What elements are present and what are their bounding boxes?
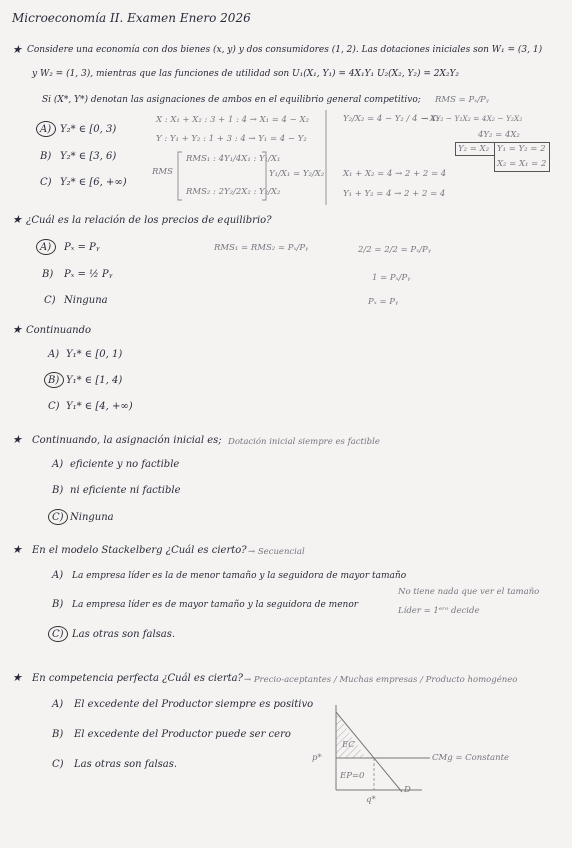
q5-option-b-text: La empresa líder es de mayor tamaño y la seguidora de menor <box>72 600 359 610</box>
q3-option-b-text: Y₁* ∈ [1, 4) <box>66 375 123 386</box>
q3-option-c-letter: C) <box>48 401 60 412</box>
q4-bullet: ★ <box>12 433 22 446</box>
q3-option-a-text: Y₁* ∈ [0, 1) <box>66 349 123 360</box>
q6-q-label: q* <box>366 795 376 805</box>
exam-header: Microeconomía II. Examen Enero 2026 <box>12 11 251 25</box>
q4-option-b-letter: B) <box>52 485 64 496</box>
q5-option-b-letter: B) <box>52 599 64 610</box>
q1-option-a-letter: A) <box>40 124 52 135</box>
q1-option-a-text: Y₂* ∈ [0, 3) <box>60 124 117 135</box>
q3-bullet: ★ <box>12 323 22 336</box>
q1-option-b-letter: B) <box>40 151 52 162</box>
q6-ec-label: EC <box>342 740 355 750</box>
q6-note: → Precio-aceptantes / Muchas empresas / Producto homogéneo <box>244 675 518 685</box>
q3-option-c-text: Y₁* ∈ [4, +∞) <box>66 401 133 412</box>
q6-question: En competencia perfecta ¿Cuál es cierta? <box>32 673 243 684</box>
q1-work-check-y: Y₁ + Y₂ = 4 → 2 + 2 = 4 <box>343 189 446 199</box>
q6-option-b-letter: B) <box>52 729 64 740</box>
q5-option-c-text: Las otras son falsas. <box>72 629 176 640</box>
q4-option-a-text: eficiente y no factible <box>70 459 180 470</box>
q1-work-y: Y : Y₁ + Y₂ : 1 + 3 : 4 → Y₁ = 4 − Y₂ <box>156 134 307 144</box>
q2-work-one: 1 = Pₓ/Pᵧ <box>372 273 411 283</box>
q1-line2: y W₂ = (1, 3), mientras que las funciones de utilidad son U₁(X₁, Y₁) = 4X₁Y₁ U₂(X₂, Y₂) = 2X₂Y₂ <box>32 69 460 79</box>
q1-option-c-letter: C) <box>40 177 52 188</box>
q2-option-b-text: Pₓ = ½ Pᵧ <box>64 269 113 280</box>
q1-work-bracket-right <box>262 152 266 200</box>
q3-option-a-letter: A) <box>48 349 60 360</box>
q5-note: → Secuencial <box>248 547 305 557</box>
q5-bullet: ★ <box>12 543 22 556</box>
q1-solution-x: X₂ = X₁ = 2 <box>497 159 547 169</box>
q4-question: Continuando, la asignación inicial es; <box>32 435 222 446</box>
q1-option-b-text: Y₂* ∈ [3, 6) <box>60 151 117 162</box>
q4-note: Dotación inicial siempre es factible <box>228 437 380 447</box>
q6-option-a-letter: A) <box>52 699 64 710</box>
q1-work-x: X : X₁ + X₂ : 3 + 1 : 4 → X₁ = 4 − X₂ <box>156 115 309 125</box>
q2-option-a-text: Pₓ = Pᵧ <box>64 242 100 253</box>
q1-work-bracket-left <box>178 152 182 200</box>
q1-work-frac-eq: Y₂/X₂ = 4 − Y₂ / 4 − X₂ <box>343 114 440 124</box>
q5-option-a-letter: A) <box>52 570 64 581</box>
q1-line1: Considere una economía con dos bienes (x, y) y dos consumidores (1, 2). Las dotaciones iniciales son W₁ = (3, 1) <box>27 45 543 55</box>
q4-option-c-text: Ninguna <box>70 512 114 523</box>
q6-option-b-text: El excedente del Productor puede ser cero <box>74 729 291 740</box>
q2-option-a-letter: A) <box>40 242 52 253</box>
q5-option-c-letter: C) <box>52 629 64 640</box>
q5-side-note-2: Líder = 1ᵉʳᵒ decide <box>398 606 480 616</box>
q5-side-note-1: No tiene nada que ver el tamaño <box>398 587 540 597</box>
q2-question: ¿Cuál es la relación de los precios de equilibrio? <box>26 215 272 226</box>
q1-work-cross: → 4Y₂ − Y₂X₂ = 4X₂ − Y₂X₂ <box>422 114 523 123</box>
q1-work-rms1: RMS₁ : 4Y₁/4X₁ : Y₁/X₁ <box>186 154 281 164</box>
q6-cmg-label: CMg = Constante <box>432 753 510 763</box>
q4-option-c-letter: C) <box>52 512 64 523</box>
q6-bullet: ★ <box>12 671 22 684</box>
q5-option-a-text: La empresa líder es la de menor tamaño y la seguidora de mayor tamaño <box>72 571 407 581</box>
q1-work-rms2: RMS₂ : 2Y₂/2X₂ : Y₂/X₂ <box>186 187 281 197</box>
q6-option-c-text: Las otras son falsas. <box>74 759 178 770</box>
q4-option-b-text: ni eficiente ni factible <box>70 485 181 496</box>
q2-work-frac: 2/2 = 2/2 = Pₓ/Pᵧ <box>358 245 431 255</box>
q4-option-a-letter: A) <box>52 459 64 470</box>
q2-bullet: ★ <box>12 213 22 226</box>
q6-option-a-text: El excedente del Productor siempre es positivo <box>74 699 314 710</box>
q2-option-b-letter: B) <box>42 269 54 280</box>
q6-ep-label: EP=0 <box>340 771 365 781</box>
q1-work-simplify: 4Y₂ = 4X₂ <box>478 130 520 140</box>
q2-option-c-text: Ninguna <box>64 295 108 306</box>
q1-line3: Si (X*, Y*) denotan las asignaciones de ambos en el equilibrio general competitivo; <box>42 95 421 105</box>
q2-option-c-letter: C) <box>44 295 56 306</box>
q1-work-eq-result: Y₁/X₁ = Y₂/X₂ <box>269 169 325 179</box>
q1-option-c-text: Y₂* ∈ [6, +∞) <box>60 177 127 188</box>
q5-question: En el modelo Stackelberg ¿Cuál es cierto? <box>32 545 247 556</box>
q1-solution-y: Y₁ = Y₂ = 2 <box>497 144 546 154</box>
q3-question: Continuando <box>26 325 92 336</box>
q2-work-rms-eq: RMS₁ = RMS₂ = Pₓ/Pᵧ <box>214 243 309 253</box>
q6-p-label: p* <box>312 753 322 763</box>
q1-line3-note: RMS = Pₓ/Pᵧ <box>435 95 489 105</box>
q3-option-b-letter: B) <box>48 375 60 386</box>
q6-d-label: D <box>404 785 411 795</box>
q1-work-rms-label: RMS <box>152 167 173 177</box>
q1-work-boxed: Y₂ = X₂ <box>458 144 490 154</box>
q1-work-check-x: X₁ + X₂ = 4 → 2 + 2 = 4 <box>343 169 447 179</box>
q1-bullet: ★ <box>12 43 22 56</box>
q6-option-c-letter: C) <box>52 759 64 770</box>
q2-work-result: Pₓ = Pᵧ <box>368 297 399 307</box>
